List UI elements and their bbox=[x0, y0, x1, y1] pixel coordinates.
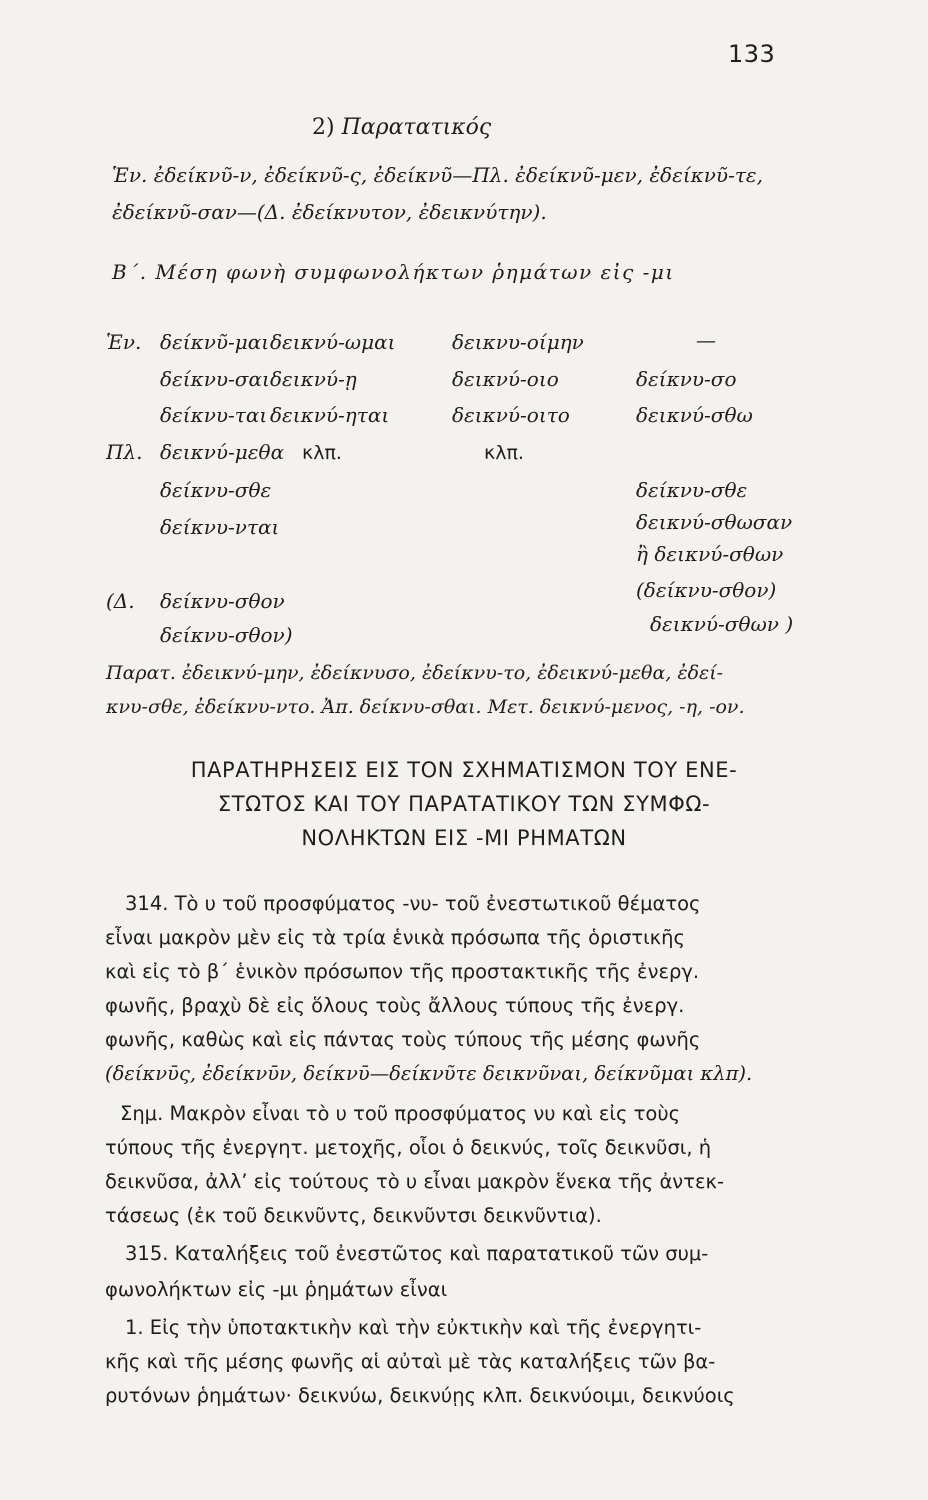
body-line: ρυτόνων ῥημάτων· δεικνύω, δεικνύῃς κλπ. δεικνύοιμι, δεικνύοις bbox=[105, 1384, 735, 1407]
imperfect-line-1: Παρατ. ἐδεικνύ-μην, ἐδείκνυσο, ἐδείκνυ-το, ἐδεικνύ-μεθα, ἐδεί- bbox=[106, 662, 724, 684]
body-line: καὶ εἰς τὸ β΄ ἑνικὸν πρόσωπον τῆς προστακτικῆς τῆς ἐνεργ. bbox=[105, 960, 700, 983]
observations-title-line-1: ΠΑΡΑΤΗΡΗΣΕΙΣ ΕΙΣ ΤΟΝ ΣΧΗΜΑΤΙΣΜΟΝ ΤΟΥ ΕΝΕ- bbox=[190, 758, 738, 782]
col1-form: δείκνυ-νται bbox=[160, 515, 280, 539]
imperfect-line-2: κνυ-σθε, ἐδείκνυ-ντο. Ἀπ. δείκνυ-σθαι. Μετ. δεικνύ-μενος, -η, -ον. bbox=[106, 696, 745, 718]
body-line: κῆς καὶ τῆς μέσης φωνῆς αἱ αὐταὶ μὲ τὰς καταλήξεις τῶν βα- bbox=[105, 1350, 716, 1373]
col4-form: δεικνύ-σθω bbox=[636, 403, 753, 427]
col1-form: δείκνυ-σθε bbox=[160, 478, 272, 502]
middle-voice-heading: Β΄. Μέση φωνὴ συμφωνολήκτων ῥημάτων εἰς -μι bbox=[112, 260, 675, 284]
col4-form: ἢ δεικνύ-σθων bbox=[636, 542, 784, 566]
active-line-2: ἐδείκνῦ-σαν—(Δ. ἐδείκνυτον, ἐδεικνύτην). bbox=[112, 200, 547, 224]
col2-form: δεικνύ-ηται bbox=[270, 403, 390, 427]
body-line: (δείκνῡς, ἐδείκνῡν, δείκνῡ—δείκνῦτε δεικνῦναι, δείκνῦμαι κλπ). bbox=[105, 1062, 753, 1085]
col2-form: δεικνύ-ωμαι bbox=[270, 330, 396, 354]
body-line: δεικνῦσα, ἀλλ’ εἰς τούτους τὸ υ εἶναι μακρὸν ἕνεκα τῆς ἀντεκ- bbox=[105, 1170, 725, 1193]
observations-title-line-2: ΣΤΩΤΟΣ ΚΑΙ ΤΟΥ ΠΑΡΑΤΑΤΙΚΟΥ ΤΩΝ ΣΥΜΦΩ- bbox=[217, 792, 711, 816]
col3-form: δεικνύ-οιτο bbox=[452, 403, 570, 427]
section-heading bbox=[312, 115, 491, 140]
observations-title-line-3: ΝΟΛΗΚΤΩΝ ΕΙΣ -ΜΙ ΡΗΜΑΤΩΝ bbox=[301, 826, 627, 850]
col2-etc: κλπ. bbox=[302, 442, 342, 464]
active-line-1: Ἑν. ἐδείκνῦ-ν, ἐδείκνῦ-ς, ἐδείκνῦ—Πλ. ἐδείκνῦ-μεν, ἐδείκνῦ-τε, bbox=[112, 163, 764, 187]
body-line: 1. Εἰς τὴν ὑποτακτικὴν καὶ τὴν εὐκτικὴν καὶ τῆς ἐνεργητι- bbox=[125, 1316, 702, 1339]
col4-form: δείκνυ-σο bbox=[636, 367, 737, 391]
col4-form: δεικνύ-σθων ) bbox=[650, 612, 794, 636]
col1-form: δεικνύ-μεθα bbox=[160, 440, 285, 464]
col1-form: δείκνυ-σθον bbox=[160, 589, 285, 613]
body-line: φωνῆς, βραχὺ δὲ εἰς ὅλους τοὺς ἄλλους τύπους τῆς ἐνεργ. bbox=[105, 994, 685, 1017]
col1-form: δείκνῦ-μαι bbox=[160, 330, 270, 354]
col3-etc: κλπ. bbox=[484, 442, 524, 464]
label-dual: (Δ. bbox=[106, 589, 135, 613]
col3-form: δεικνυ-οίμην bbox=[452, 330, 584, 354]
body-line: 314. Τὸ υ τοῦ προσφύματος -νυ- τοῦ ἐνεστωτικοῦ θέματος bbox=[125, 892, 701, 915]
col4-form: (δείκνυ-σθον) bbox=[636, 578, 777, 602]
label-singular: Ἑν. bbox=[106, 330, 142, 354]
body-line: φωνολήκτων εἰς -μι ῥημάτων εἶναι bbox=[105, 1278, 448, 1301]
label-plural: Πλ. bbox=[106, 440, 143, 464]
col4-dash: — bbox=[696, 328, 716, 352]
section-number: 2) bbox=[312, 115, 335, 140]
body-line: φωνῆς, καθὼς καὶ εἰς πάντας τοὺς τύπους τῆς μέσης φωνῆς bbox=[105, 1028, 701, 1051]
body-line: τάσεως (ἐκ τοῦ δεικνῦντς, δεικνῦντσι δεικνῦντια). bbox=[105, 1204, 602, 1227]
col4-form: δεικνύ-σθωσαν bbox=[636, 510, 793, 534]
page-number: 133 bbox=[728, 40, 776, 68]
col4-form: δείκνυ-σθε bbox=[636, 478, 748, 502]
col1-form: δείκνυ-σθον) bbox=[160, 623, 293, 647]
col1-form: δείκνυ-ται bbox=[160, 403, 268, 427]
body-line: 315. Καταλήξεις τοῦ ἐνεστῶτος καὶ παρατατικοῦ τῶν συμ- bbox=[125, 1242, 709, 1265]
body-line: Σημ. Μακρὸν εἶναι τὸ υ τοῦ προσφύματος νυ καὶ εἰς τοὺς bbox=[120, 1102, 681, 1125]
col3-form: δεικνύ-οιο bbox=[452, 367, 559, 391]
body-line: εἶναι μακρὸν μὲν εἰς τὰ τρία ἑνικὰ πρόσωπα τῆς ὁριστικῆς bbox=[105, 926, 685, 949]
col1-form: δείκνυ-σαι bbox=[160, 367, 270, 391]
body-line: τύπους τῆς ἐνεργητ. μετοχῆς, οἷοι ὁ δεικνύς, τοῖς δεικνῦσι, ἡ bbox=[105, 1136, 712, 1159]
section-title: Παρατατικός bbox=[341, 115, 492, 140]
col2-form: δεικνύ-ῃ bbox=[270, 367, 357, 391]
